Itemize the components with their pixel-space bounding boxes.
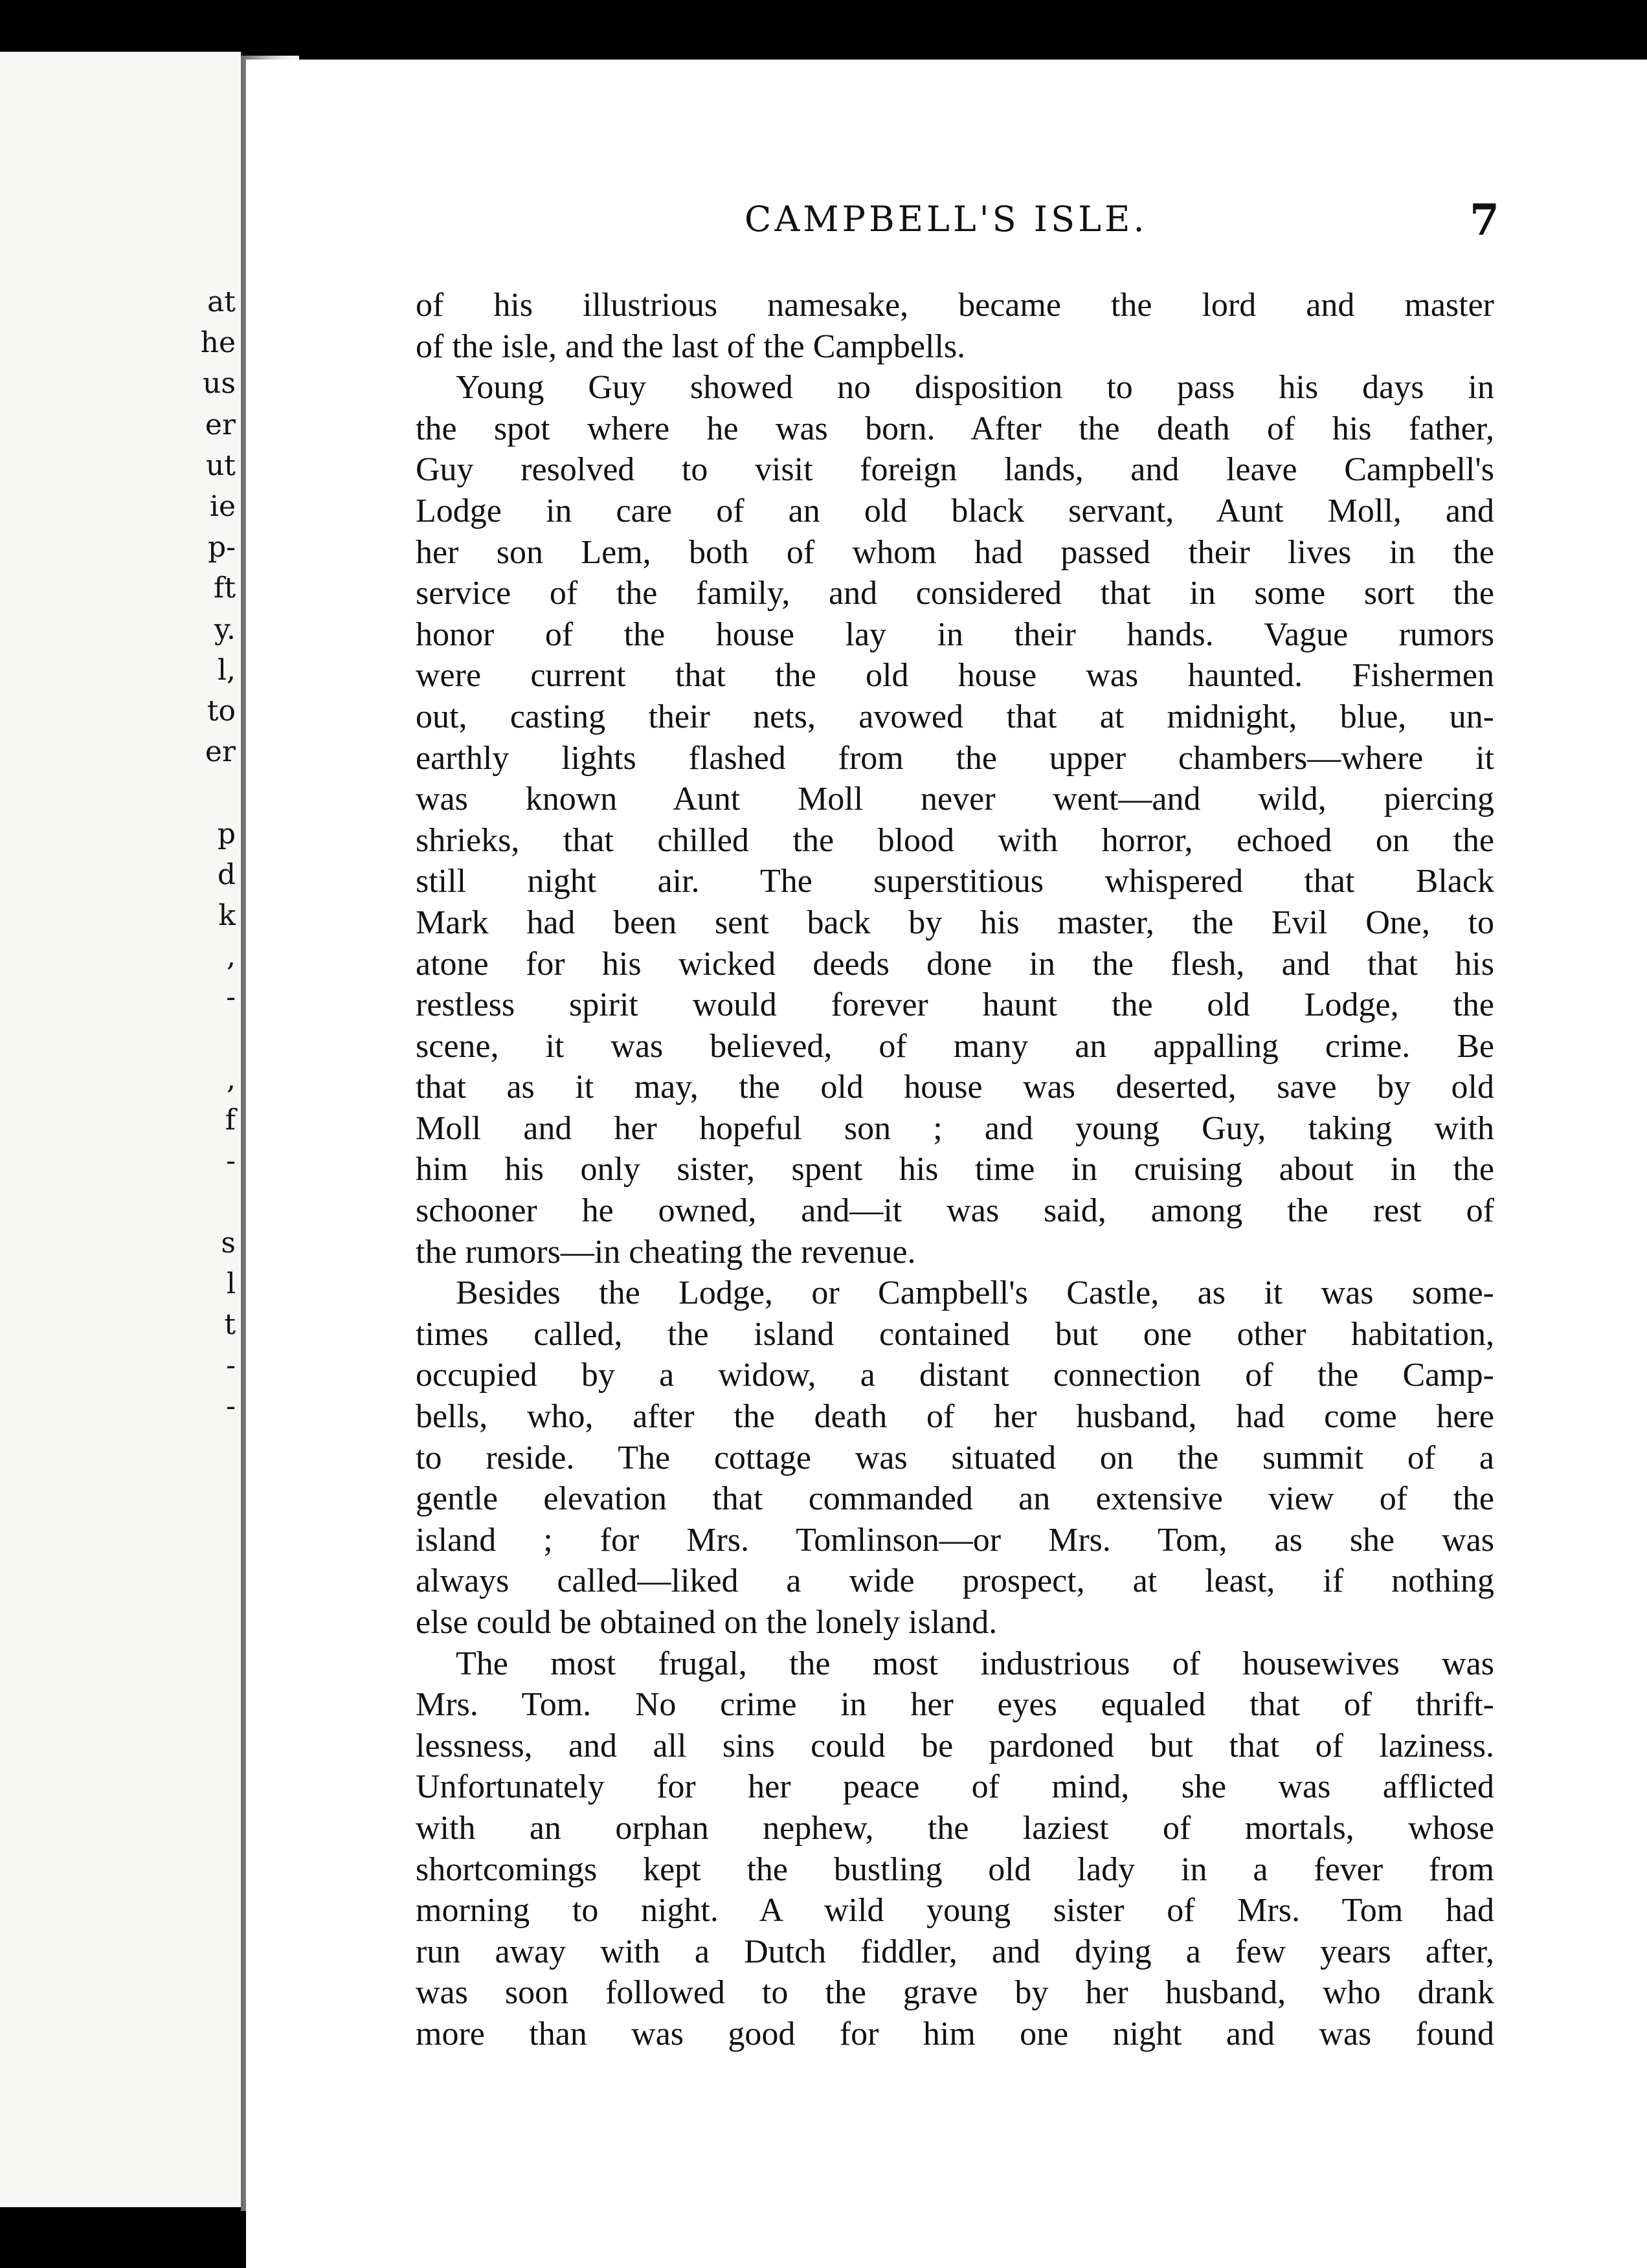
text-line: Mrs. Tom. No crime in her eyes equaled that of thrift-: [416, 1686, 1494, 1724]
text-line: of his illustrious namesake, became the lord and master: [416, 287, 1494, 324]
text-line: with an orphan nephew, the laziest of mortals, whose: [416, 1809, 1494, 1847]
page-number: 7: [1470, 195, 1499, 245]
text-line: out, casting their nets, avowed that at midnight, blue, un-: [416, 698, 1494, 735]
text-line: the spot where he was born. After the death of his father,: [416, 410, 1494, 447]
text-line: Besides the Lodge, or Campbell's Castle, as it was some-: [456, 1274, 1494, 1312]
text-line: was known Aunt Moll never went—and wild, piercing: [416, 781, 1494, 818]
text-line: that as it may, the old house was deserted, save by old: [416, 1069, 1494, 1106]
body-text: [416, 285, 1494, 2055]
text-line: service of the family, and considered that in some sort the: [416, 575, 1494, 612]
text-line: the rumors—in cheating the revenue.: [416, 1233, 916, 1271]
text-line: Mark had been sent back by his master, the Evil One, to: [416, 904, 1494, 941]
text-line: morning to night. A wild young sister of Mrs. Tom had: [416, 1892, 1494, 1929]
book-page: [246, 60, 1647, 2268]
text-line: times called, the island contained but one other habitation,: [416, 1315, 1494, 1353]
text-line: of the isle, and the last of the Campbells.: [416, 328, 966, 365]
text-line: The most frugal, the most industrious of housewives was: [456, 1645, 1494, 1682]
text-line: him his only sister, spent his time in cruising about in the: [416, 1151, 1494, 1188]
running-title: CAMPBELL'S ISLE.: [745, 199, 1148, 239]
text-line: honor of the house lay in their hands. Vague rumors: [416, 616, 1494, 653]
text-line: shrieks, that chilled the blood with horror, echoed on the: [416, 821, 1494, 859]
text-line: bells, who, after the death of her husband, had come here: [416, 1398, 1494, 1436]
text-line: shortcomings kept the bustling old lady in a fever from: [416, 1851, 1494, 1888]
text-line: more than was good for him one night and was found: [416, 2015, 1494, 2052]
text-line: Lodge in care of an old black servant, Aunt Moll, and: [416, 492, 1494, 529]
text-line: Moll and her hopeful son ; and young Guy, taking with: [416, 1109, 1494, 1147]
text-line: scene, it was believed, of many an appalling crime. Be: [416, 1027, 1494, 1065]
text-line: restless spirit would forever haunt the old Lodge, the: [416, 986, 1494, 1024]
text-line: her son Lem, both of whom had passed their lives in the: [416, 533, 1494, 571]
text-line: island ; for Mrs. Tomlinson—or Mrs. Tom, as she was: [416, 1521, 1494, 1559]
text-line: lessness, and all sins could be pardoned but that of laziness.: [416, 1727, 1494, 1764]
text-line: Unfortunately for her peace of mind, she was afflicted: [416, 1768, 1494, 1806]
text-line: occupied by a widow, a distant connection of the Camp-: [416, 1357, 1494, 1394]
text-line: else could be obtained on the lonely island.: [416, 1604, 998, 1641]
text-line: schooner he owned, and—it was said, among the rest of: [416, 1192, 1494, 1230]
text-line: was soon followed to the grave by her husband, who drank: [416, 1974, 1494, 2012]
text-line: earthly lights flashed from the upper chambers—where it: [416, 739, 1494, 777]
text-line: were current that the old house was haunted. Fishermen: [416, 657, 1494, 695]
text-line: still night air. The superstitious whispered that Black: [416, 863, 1494, 900]
text-line: to reside. The cottage was situated on the summit of a: [416, 1439, 1494, 1476]
facing-page-fragment: [0, 52, 243, 2207]
text-line: Guy resolved to visit foreign lands, and leave Campbell's: [416, 451, 1494, 489]
running-head: [246, 195, 1647, 250]
text-line: Young Guy showed no disposition to pass his days in: [456, 369, 1494, 406]
text-line: always called—liked a wide prospect, at least, if nothing: [416, 1562, 1494, 1600]
text-line: gentle elevation that commanded an extensive view of the: [416, 1480, 1494, 1518]
text-line: run away with a Dutch fiddler, and dying a few years after,: [416, 1933, 1494, 1970]
facing-page-text-fragments: at he us er ut ie p- ft y. l, to er p d k , - , f - s l t - -: [200, 285, 236, 1423]
text-line: atone for his wicked deeds done in the flesh, and that his: [416, 945, 1494, 983]
